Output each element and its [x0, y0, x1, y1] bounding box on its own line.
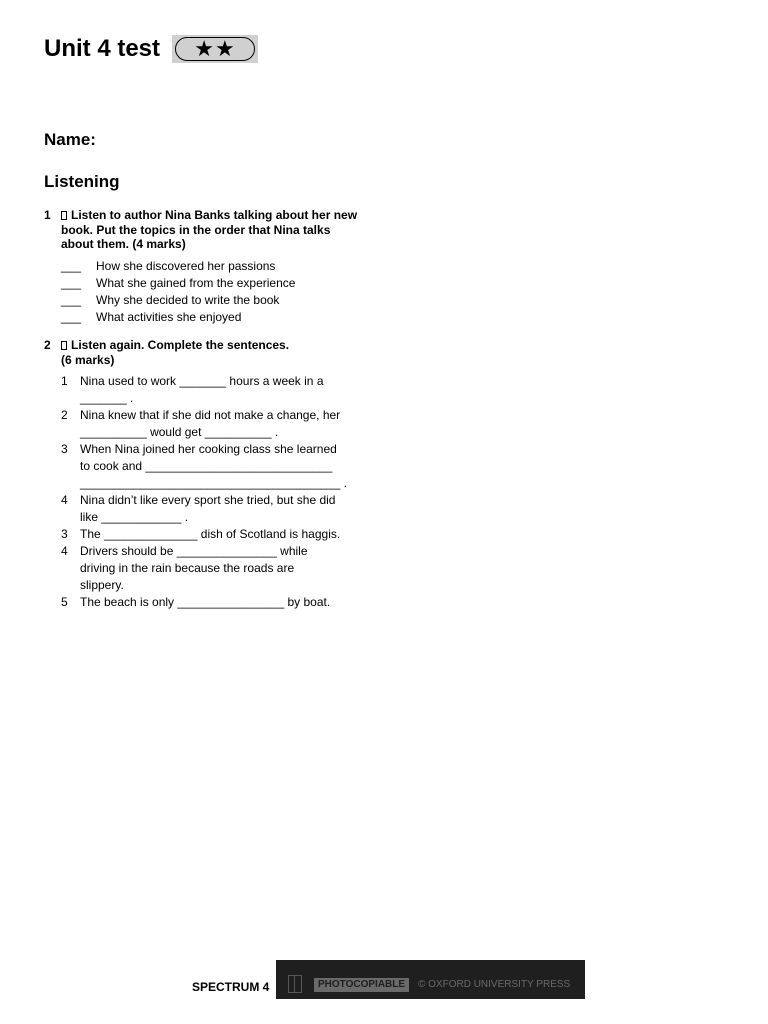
- topic-text: How she discovered her passions: [96, 258, 276, 273]
- sentence-text: Nina used to work _______ hours a week in a _______ .: [80, 374, 324, 405]
- list-item: [61, 373, 364, 407]
- list-item: [61, 543, 364, 594]
- topic-text: What activities she enjoyed: [96, 309, 242, 324]
- footer-brand: SPECTRUM 4: [192, 980, 270, 994]
- exercise-1-instruction-wrap: [61, 208, 364, 252]
- answer-blank[interactable]: ___: [61, 309, 82, 324]
- exercise-2-instruction: Listen again. Complete the sentences.: [71, 338, 290, 352]
- exercise-2-header: [44, 338, 364, 367]
- list-item: [61, 526, 364, 543]
- sentence-number: 3: [61, 442, 68, 456]
- exercise-1-header: [44, 208, 364, 252]
- exercise-1: [44, 208, 364, 326]
- list-item: [61, 594, 364, 611]
- exercise-2: [44, 338, 364, 611]
- sentence-text: When Nina joined her cooking class she learned to cook and ____________________________ _______________________________________ .: [80, 442, 347, 490]
- list-item: [61, 275, 364, 292]
- list-item: [61, 258, 364, 275]
- exercise-2-number: 2: [44, 338, 51, 352]
- sentence-number: 1: [61, 374, 68, 388]
- topic-list: [44, 258, 364, 326]
- sentence-list: [44, 373, 364, 611]
- sentence-number: 2: [61, 408, 68, 422]
- photocopiable-badge: PHOTOCOPIABLE: [314, 978, 409, 992]
- audio-icon: [61, 341, 67, 350]
- exercise-2-instruction-wrap: [61, 338, 364, 367]
- title-row: [44, 32, 258, 66]
- sentence-number: 3: [61, 527, 68, 541]
- level-badge: [172, 35, 258, 63]
- topic-text: Why she decided to write the book: [96, 292, 280, 307]
- list-item: [61, 441, 364, 492]
- name-label: Name:: [44, 130, 96, 149]
- exercise-1-instruction: Listen to author Nina Banks talking about her new book. Put the topics in the order that Nina talks about them. (4 marks): [61, 208, 358, 251]
- audio-icon: [61, 211, 67, 220]
- list-item: [61, 492, 364, 526]
- answer-blank[interactable]: ___: [61, 275, 82, 290]
- sentence-number: 4: [61, 493, 68, 507]
- topic-text: What she gained from the experience: [96, 275, 296, 290]
- list-item: [61, 407, 364, 441]
- publisher-notice: © OXFORD UNIVERSITY PRESS: [418, 979, 571, 990]
- footer-bar: [276, 960, 585, 999]
- exercise-1-number: 1: [44, 208, 51, 222]
- sentence-text: Nina knew that if she did not make a change, her __________ would get __________ .: [80, 408, 341, 439]
- list-item: [61, 292, 364, 309]
- sentence-text: The ______________ dish of Scotland is haggis.: [80, 527, 341, 541]
- sentence-text: Nina didn’t like every sport she tried, but she did like ____________ .: [80, 493, 336, 524]
- star-rating-icon: ★★: [175, 37, 255, 61]
- list-item: [61, 309, 364, 326]
- sentence-text: Drivers should be _______________ while driving in the rain because the roads are slippery.: [80, 544, 308, 592]
- book-icon: [288, 975, 302, 993]
- sentence-text: The beach is only ________________ by boat.: [80, 595, 331, 609]
- answer-blank[interactable]: ___: [61, 292, 82, 307]
- sentence-number: 4: [61, 544, 68, 558]
- page-title: Unit 4 test: [44, 35, 161, 62]
- sentence-number: 5: [61, 595, 68, 609]
- section-heading-listening: Listening: [44, 172, 120, 191]
- answer-blank[interactable]: ___: [61, 258, 82, 273]
- footer: [0, 960, 768, 1000]
- exercise-2-marks: (6 marks): [61, 352, 115, 367]
